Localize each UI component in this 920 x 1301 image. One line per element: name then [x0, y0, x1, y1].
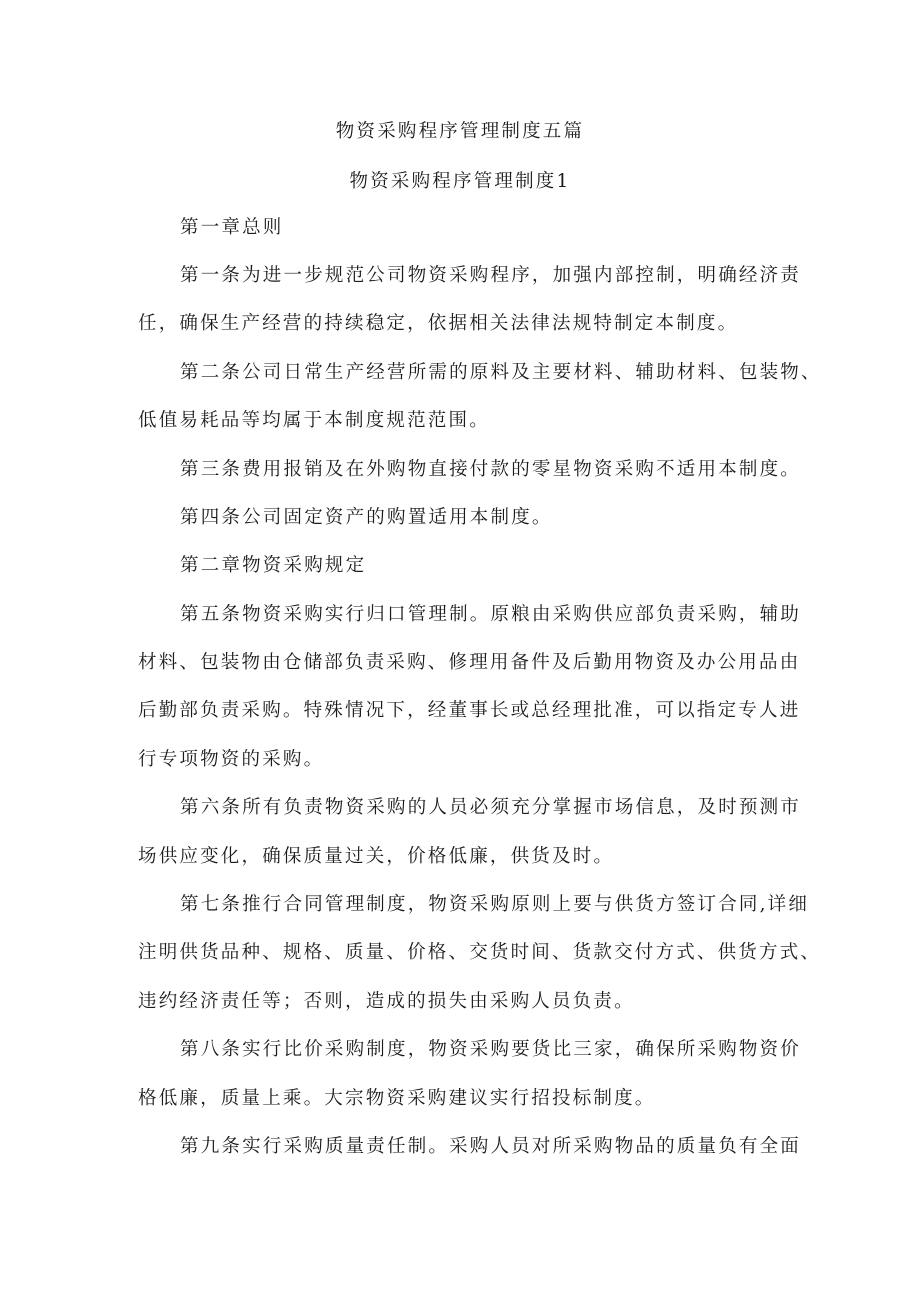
- paragraph-line: 任，确保生产经营的持续稳定，依据相关法律法规特制定本制度。: [138, 313, 739, 334]
- document-subtitle: 物资采购程序管理制度1: [349, 171, 571, 192]
- chapter-heading: 第一章总则: [180, 217, 284, 238]
- paragraph-line: 低值易耗品等均属于本制度规范范围。: [138, 410, 490, 431]
- paragraph-line: 第四条公司固定资产的购置适用本制度。: [180, 507, 553, 528]
- paragraph-line: 第二条公司日常生产经营所需的原料及主要材料、辅助材料、包装物、: [180, 362, 822, 383]
- paragraph-line: 格低廉，质量上乘。大宗物资采购建议实行招投标制度。: [138, 1088, 656, 1109]
- paragraph-line: 第五条物资采购实行归口管理制。原粮由采购供应部负责采购，辅助: [180, 604, 802, 625]
- paragraph-line: 材料、包装物由仓储部负责采购、修理用备件及后勤用物资及办公用品由: [138, 652, 801, 673]
- paragraph-line: 注明供货品种、规格、质量、价格、交货时间、货款交付方式、供货方式、: [138, 942, 822, 963]
- paragraph-line: 后勤部负责采购。特殊情况下，经董事长或总经理批准，可以指定专人进: [138, 700, 801, 721]
- paragraph-line: 行专项物资的采购。: [138, 749, 325, 770]
- paragraph-line: 违约经济责任等；否则，造成的损失由采购人员负责。: [138, 991, 635, 1012]
- paragraph-line: 第一条为进一步规范公司物资采购程序，加强内部控制，明确经济责: [180, 265, 802, 286]
- paragraph-line: 第七条推行合同管理制度，物资采购原则上要与供货方签订合同,详细: [180, 894, 810, 915]
- paragraph-line: 场供应变化，确保质量过关，价格低廉，供货及时。: [138, 846, 615, 867]
- chapter-heading: 第二章物资采购规定: [180, 555, 367, 576]
- document-title: 物资采购程序管理制度五篇: [335, 121, 585, 142]
- paragraph-line: 第六条所有负责物资采购的人员必须充分掌握市场信息，及时预测市: [180, 797, 802, 818]
- paragraph-line: 第九条实行采购质量责任制。采购人员对所采购物品的质量负有全面: [180, 1136, 802, 1157]
- paragraph-line: 第三条费用报销及在外购物直接付款的零星物资采购不适用本制度。: [180, 459, 802, 480]
- paragraph-line: 第八条实行比价采购制度，物资采购要货比三家，确保所采购物资价: [180, 1039, 802, 1060]
